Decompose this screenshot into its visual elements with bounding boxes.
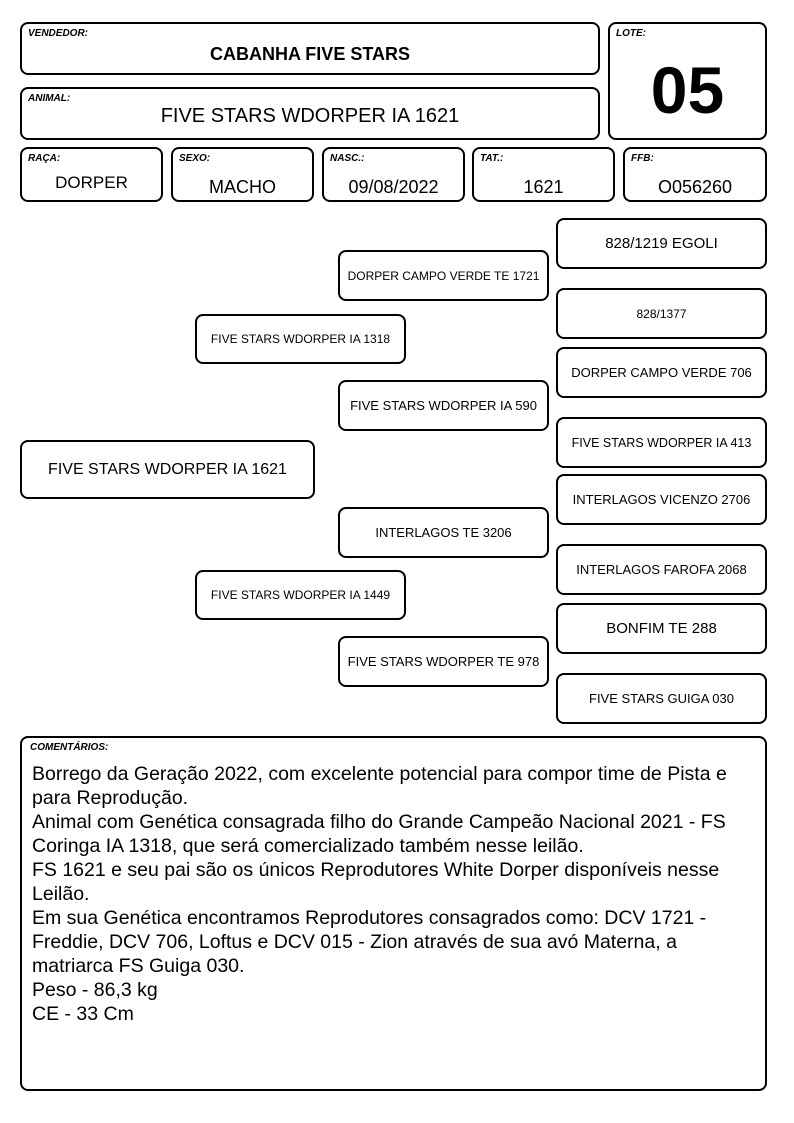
pedigree-ggp-6-name: INTERLAGOS FAROFA 2068 [576, 562, 747, 577]
sexo-label: SEXO: [179, 153, 211, 164]
animal-box [20, 87, 600, 140]
pedigree-ggp-2-name: 828/1377 [636, 306, 687, 321]
sexo-value: MACHO [209, 177, 276, 197]
comment-line: Peso - 86,3 kg [32, 979, 158, 1001]
pedigree-ggp-1-name: 828/1219 EGOLI [605, 235, 718, 252]
pedigree-ggp-5-name: INTERLAGOS VICENZO 2706 [572, 492, 751, 507]
pedigree-sire-sire [338, 250, 549, 301]
pedigree-dam-dam [338, 636, 549, 687]
pedigree-ggp-8-name: FIVE STARS GUIGA 030 [589, 691, 734, 706]
comment-line: Em sua Genética encontramos Reprodutores consagrados como: DCV 1721 - Freddie, DCV 706, Loftus e DCV 015 - Zion através de sua avó Materna, a matriarca FS Guiga 030. [32, 907, 707, 977]
pedigree-sire-dam-name: FIVE STARS WDORPER IA 590 [350, 398, 537, 413]
nasc-label: NASC.: [330, 153, 365, 164]
pedigree-ggp-1 [556, 218, 767, 269]
pedigree-ggp-7 [556, 603, 767, 654]
vendedor-value: CABANHA FIVE STARS [209, 44, 410, 64]
raca-value: DORPER [55, 173, 128, 192]
nasc-value: 09/08/2022 [348, 177, 439, 197]
animal-value: FIVE STARS WDORPER IA 1621 [160, 105, 460, 127]
pedigree-ggp-5 [556, 474, 767, 525]
vendedor-box [20, 22, 600, 75]
sexo-box [171, 147, 314, 202]
pedigree-ggp-4-name: FIVE STARS WDORPER IA 413 [571, 435, 752, 450]
animal-label: ANIMAL: [28, 93, 71, 104]
comments-box [20, 736, 767, 1091]
pedigree-ggp-3-name: DORPER CAMPO VERDE 706 [571, 365, 752, 380]
tat-box [472, 147, 615, 202]
nasc-box [322, 147, 465, 202]
raca-label: RAÇA: [28, 153, 61, 164]
ffb-label: FFB: [631, 153, 654, 164]
pedigree-dam-sire-name: INTERLAGOS TE 3206 [375, 525, 512, 540]
pedigree-animal-name: FIVE STARS WDORPER IA 1621 [48, 460, 287, 478]
lote-label: LOTE: [616, 28, 646, 39]
pedigree-ggp-8 [556, 673, 767, 724]
lote-value: 05 [650, 53, 725, 127]
pedigree-ggp-6 [556, 544, 767, 595]
pedigree-dam [195, 570, 406, 620]
pedigree-ggp-3 [556, 347, 767, 398]
comments-label: COMENTÁRIOS: [30, 742, 109, 753]
lote-box [608, 22, 767, 140]
pedigree-dam-name: FIVE STARS WDORPER IA 1449 [210, 588, 391, 602]
comment-line: Animal com Genética consagrada filho do Grande Campeão Nacional 2021 - FS Coringa IA 1318, que será comercializado também nesse leilão. [32, 811, 726, 857]
pedigree-dam-sire [338, 507, 549, 558]
pedigree-animal [20, 440, 315, 499]
comment-line: CE - 33 Cm [32, 1003, 134, 1025]
pedigree-sire-dam [338, 380, 549, 431]
pedigree-ggp-7-name: BONFIM TE 288 [606, 620, 717, 637]
pedigree-ggp-2 [556, 288, 767, 339]
comment-line: Borrego da Geração 2022, com excelente potencial para compor time de Pista e para Reprodução. [32, 763, 727, 809]
pedigree-dam-dam-name: FIVE STARS WDORPER TE 978 [347, 654, 540, 669]
pedigree-sire-sire-name: DORPER CAMPO VERDE TE 1721 [347, 268, 540, 283]
tat-value: 1621 [523, 177, 564, 197]
comment-line: FS 1621 e seu pai são os únicos Reprodutores White Dorper disponíveis nesse Leilão. [32, 859, 720, 905]
ffb-box [623, 147, 767, 202]
raca-box [20, 147, 163, 202]
comments-text [32, 762, 755, 1026]
pedigree-ggp-4 [556, 417, 767, 468]
pedigree-sire [195, 314, 406, 364]
vendedor-label: VENDEDOR: [28, 28, 89, 39]
tat-label: TAT.: [480, 153, 504, 164]
pedigree-sire-name: FIVE STARS WDORPER IA 1318 [210, 332, 391, 346]
ffb-value: O056260 [657, 177, 733, 197]
